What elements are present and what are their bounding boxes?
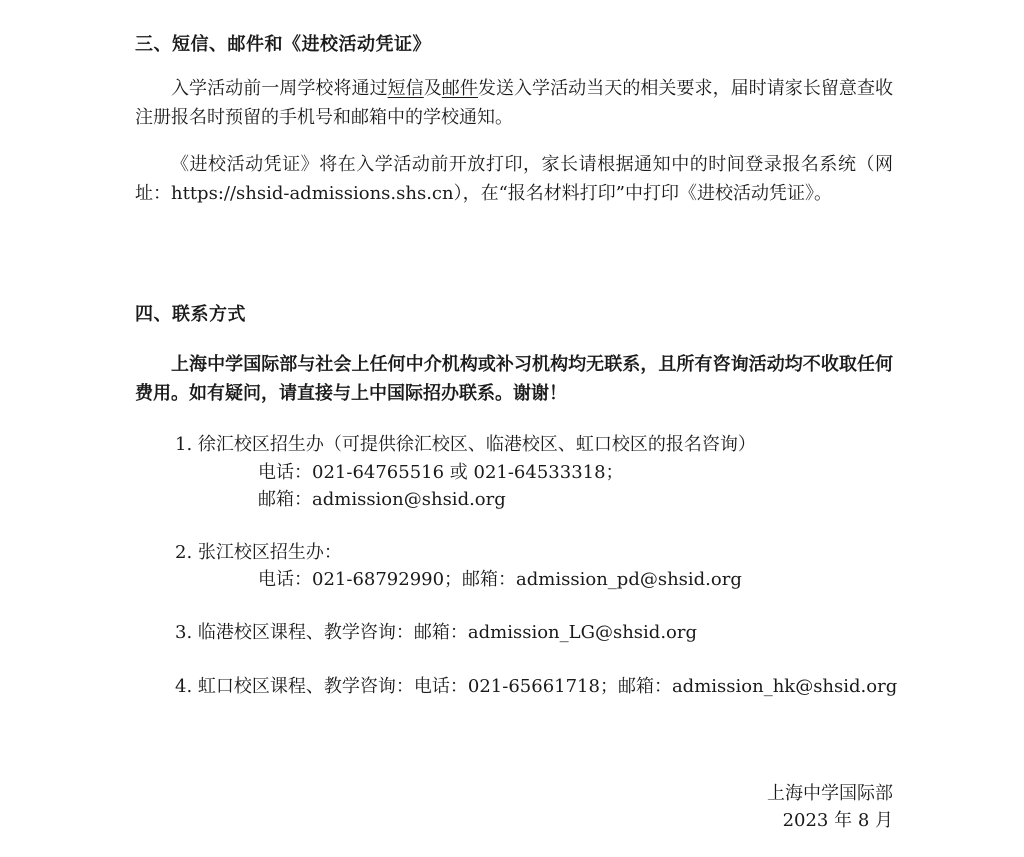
section4-heading: 四、联系方式: [135, 304, 246, 325]
p1-and: 及: [423, 78, 442, 99]
section3-paragraph-1: [135, 74, 893, 132]
contact-2-details: 电话：021-68792990；邮箱：admission_pd@shsid.org: [258, 569, 742, 590]
section3-paragraph-2: 《进校活动凭证》将在入学活动前开放打印，家长请根据通知中的时间登录报名系统（网址：https://shsid-admissions.shs.cn），在“报名材料打印”中打印《进校活动凭证》。: [135, 154, 893, 204]
contact-1-title: 1. 徐汇校区招生办（可提供徐汇校区、临港校区、虹口校区的报名咨询）: [175, 434, 756, 455]
section4-notice: 上海中学国际部与社会上任何中介机构或补习机构均无联系，且所有咨询活动均不收取任何费用。如有疑问，请直接与上中国际招办联系。谢谢！: [135, 354, 893, 404]
signature-date: 2023 年 8 月: [782, 810, 893, 831]
signature-org: 上海中学国际部: [767, 783, 893, 804]
p1-text-a: 入学活动前一周学校将通过: [171, 78, 388, 99]
contact-4: 4. 虹口校区课程、教学咨询：电话：021-65661718；邮箱：admission_hk@shsid.org: [175, 676, 898, 697]
contact-1-phone: 电话：021-64765516 或 021-64533318；: [258, 462, 624, 483]
contact-1-email: 邮箱：admission@shsid.org: [258, 489, 506, 510]
contact-3: 3. 临港校区课程、教学咨询：邮箱：admission_LG@shsid.org: [175, 622, 697, 643]
email-underlined: 邮件: [441, 78, 478, 99]
sms-underlined: 短信: [387, 78, 424, 99]
section3-heading: 三、短信、邮件和《进校活动凭证》: [135, 34, 431, 55]
contact-2-title: 2. 张江校区招生办：: [175, 542, 342, 563]
p1-text-b: 发送入学活动当天的相关要求，届时请家长留意查收注册报名时预留的手机号和邮箱中的学校通知。: [135, 78, 894, 128]
